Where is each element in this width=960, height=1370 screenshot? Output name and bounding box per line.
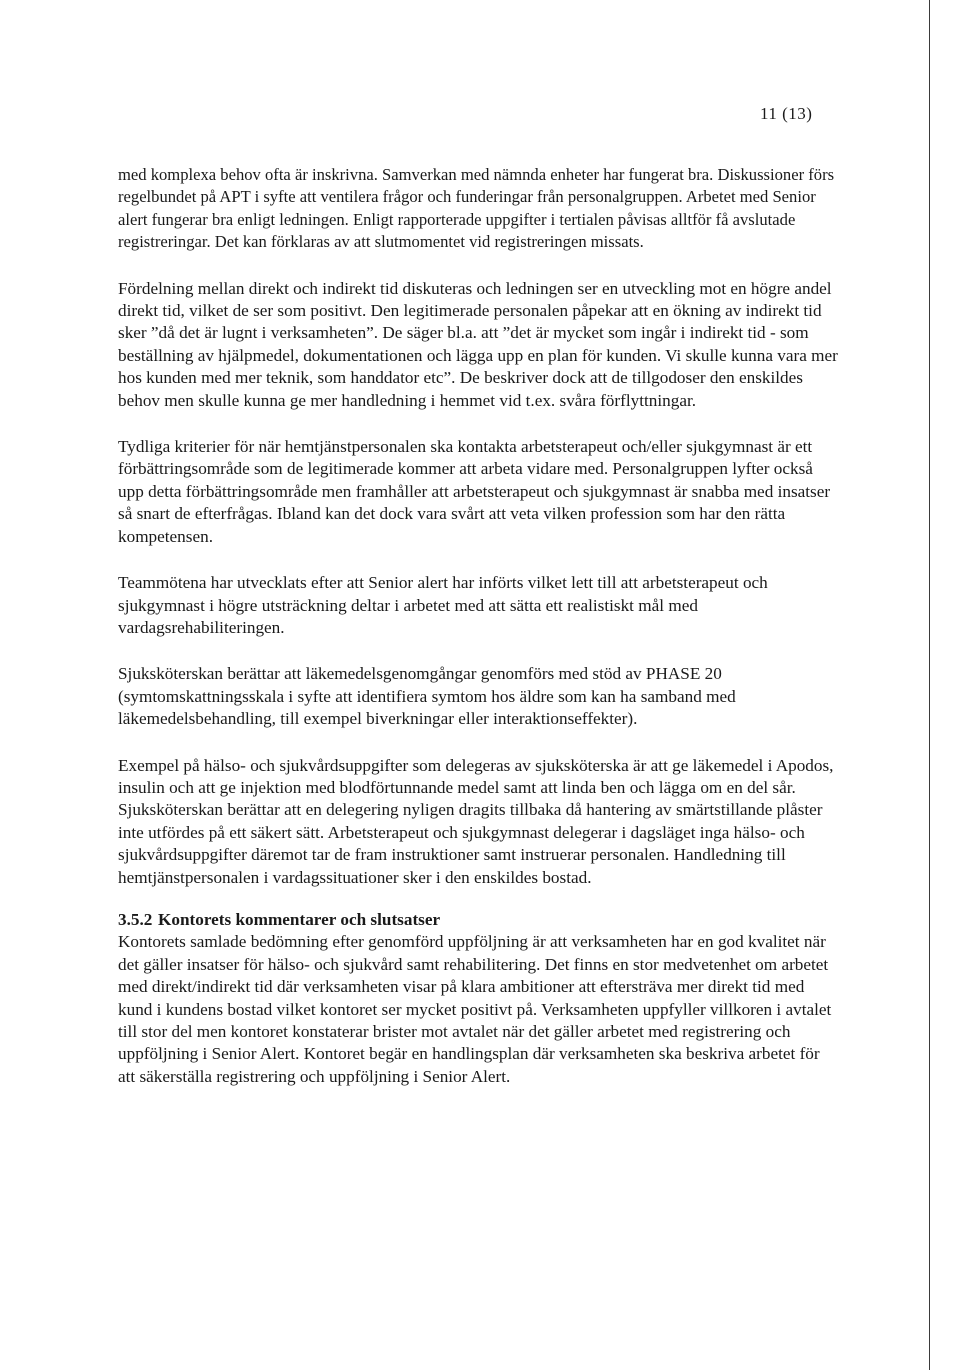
paragraph-criteria: Tydliga kriterier för när hemtjänstpersonalen ska kontakta arbetsterapeut och/eller sjukgymnast är ett förbättringsområde som de legitimerade kommer att arbeta vidare med. Personalgruppen lyfter också upp detta förbättringsområde men framhåller att arbetsterapeut och sjukgymnast är snabba med insatser så snart de efterfrågas. Ibland kan det dock vara svårt att veta vilken profession som har den rätta kompetensen.	[118, 437, 831, 546]
paragraph-medication-reviews: Sjuksköterskan berättar att läkemedelsgenomgångar genomförs med stöd av PHASE 20 (symtomskattningsskala i syfte att identifiera symtom hos äldre som kan ha samband med läkemedelsbehandling, till exempel biverkningar eller interaktionseffekter).	[118, 664, 736, 729]
section-title: Kontorets kommentarer och slutsatser	[158, 909, 441, 929]
paragraph-conclusions: Kontorets samlade bedömning efter genomförd uppföljning är att verksamheten har en god kvalitet när det gäller insatser för hälso- och sjukvård samt rehabilitering. Det finns en stor medvetenhet om arbetet med direkt/indirekt tid där verksamheten visar på klara ambitioner att eftersträva mer direkt tid med kund i kundens bostad vilket kontoret ser mycket positivt på. Verksamheten uppfyller villkoren i avtalet till stor del men kontoret konstaterar brister mot avtalet när det gäller arbetet med registrering och uppföljning i Senior Alert. Kontoret begär en handlingsplan där verksamheten ska beskriva arbetet för att säkerställa registrering och uppföljning i Senior Alert.	[118, 932, 832, 1086]
scan-edge-line	[929, 0, 930, 1370]
paragraph-team-meetings: Teammötena har utvecklats efter att Senior alert har införts vilket lett till att arbetsterapeut och sjukgymnast i högre utsträckning deltar i arbetet med att sätta ett realistiskt mål med vardagsrehabiliteringen.	[118, 573, 768, 637]
section-number: 3.5.2	[118, 909, 153, 929]
paragraph-senior-alert: med komplexa behov ofta är inskrivna. Samverkan med nämnda enheter har fungerat bra. Diskussioner förs regelbundet på APT i syfte att ventilera frågor och funderingar från personalgruppen. Arbetet med Senior alert fungerar bra enligt ledningen. Enligt rapporterade uppgifter i tertialen påvisas alltför få avslutade registreringar. Det kan förklaras av att slutmomentet vid registreringen missats.	[118, 165, 835, 252]
paragraph-direct-indirect-time: Fördelning mellan direkt och indirekt tid diskuteras och ledningen ser en utveckling mot en högre andel direkt tid, vilket de ser som positivt. Den legitimerade personalen påpekar att en ökning av indirekt tid sker ”då det är lugnt i verksamheten”. De säger bl.a. att ”det är mycket som ingår i indirekt tid - som beställning av hjälpmedel, dokumentationen och lägga upp en plan för kunden. Vi skulle kunna vara mer hos kunden med mer teknik, som handdator etc”. De beskriver dock att de tillgodoser den enskildes behov men skulle kunna ge mer handledning i hemmet vid t.ex. svåra förflyttningar.	[118, 278, 838, 410]
paragraph-delegation: Exempel på hälso- och sjukvårdsuppgifter som delegeras av sjuksköterska är att ge läkemedel i Apodos, insulin och att ge injektion med blodförtunnande medel samt att linda ben och lägga om en del sår. Sjuksköterskan berättar att en delegering nyligen dragits tillbaka då hantering av smärtstillande plåster inte utfördes på ett säkert sätt. Arbetsterapeut och sjukgymnast delegerar i dagsläget inga hälso- och sjukvårdsuppgifter däremot tar de fram instruktioner samt instruerar personalen. Handledning till hemtjänstpersonalen i vardagssituationer sker i den enskildes bostad.	[118, 755, 834, 887]
section-heading	[118, 909, 838, 931]
document-body	[118, 164, 838, 1112]
page-number: 11 (13)	[760, 104, 813, 123]
